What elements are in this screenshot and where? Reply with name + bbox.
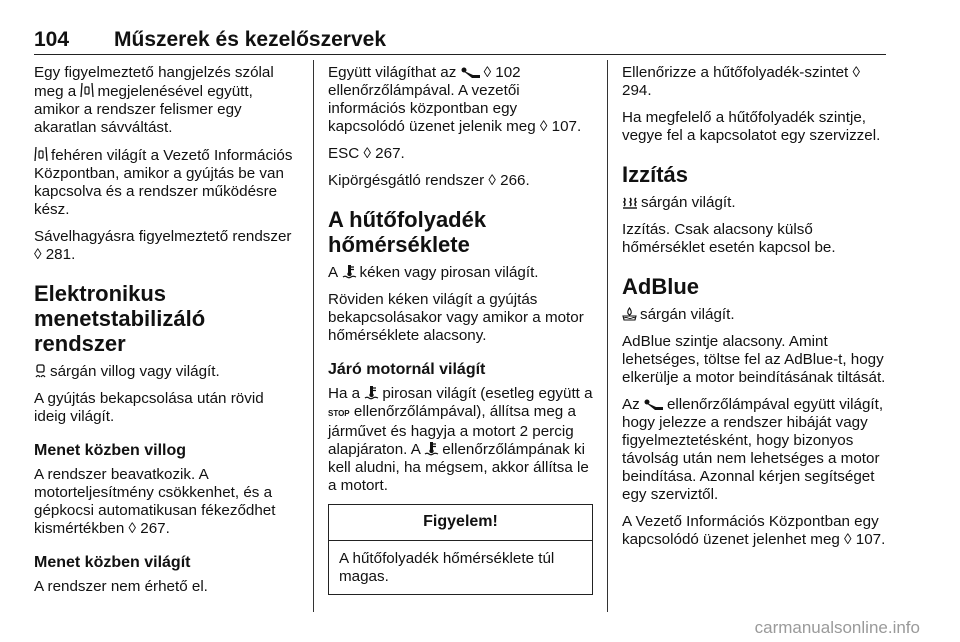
esc-heading: Elektronikus menetstabilizáló rendszer xyxy=(34,281,206,356)
lit-heading: Menet közben világít xyxy=(34,554,191,571)
coolant-heading: A hűtőfolyadék hőmérséklete xyxy=(328,207,487,257)
adblue-fault-paragraph: Az ellenőrzőlámpával együtt világít, hogy jelezze a rendszer hibáját vagy figyelmeztetésként, hogy bizonyos távolság után nem lehetséges a motor beindítása. Azonnal kérjen segítséget egy szerviztől. xyxy=(622,396,884,503)
column-3 xyxy=(622,64,888,558)
coolant-temperature-icon xyxy=(364,385,379,400)
page-number: 104 xyxy=(34,28,70,51)
preheat-lamp-paragraph: sárgán világít. xyxy=(622,194,888,212)
adblue-message-paragraph: A Vezető Információs Központban egy kapcsolódó üzenet jelenhet meg ◊ 107. xyxy=(622,513,886,548)
coolant-blue-paragraph: Röviden kéken világít a gyújtás bekapcsolásakor vagy amikor a motor hőmérséklete alacsony. xyxy=(328,291,584,344)
coolant-service-paragraph: Ha megfelelő a hűtőfolyadék szintje, vegye fel a kapcsolatot egy szervizzel. xyxy=(622,109,881,144)
glow-plug-icon xyxy=(622,196,638,209)
adblue-icon xyxy=(622,307,637,321)
traction-ref-paragraph: Kipörgésgátló rendszer ◊ 266. xyxy=(328,172,530,189)
column-divider-1 xyxy=(313,60,314,612)
preheat-heading: Izzítás xyxy=(622,162,689,187)
blink-heading: Menet közben villog xyxy=(34,442,187,459)
watermark: carmanualsonline.info xyxy=(754,618,920,637)
esc-together-paragraph: Együtt világíthat az ◊ 102 ellenőrzőlámpával. A vezetői információs központban egy kapcsolódó üzenet jelenik meg ◊ 107. xyxy=(328,64,582,135)
wrench-icon xyxy=(461,67,481,79)
adblue-heading: AdBlue xyxy=(622,274,699,299)
header-rule xyxy=(34,54,886,55)
preheat-info-paragraph: Izzítás. Csak alacsony külső hőmérséklet esetén kapcsol be. xyxy=(622,221,836,256)
lane-departure-icon xyxy=(80,82,94,98)
lane-departure-icon xyxy=(34,146,48,162)
warning-box xyxy=(328,504,593,595)
running-title: Műszerek és kezelőszervek xyxy=(114,28,387,51)
lane-warning-paragraph: Egy figyelmeztető hangjelzés szólal meg a megjelenésével együtt, amikor a rendszer felismer egy akaratlan sávváltást. xyxy=(34,64,274,136)
lane-ref-paragraph: Sávelhagyásra figyelmeztető rendszer ◊ 281. xyxy=(34,228,292,263)
column-1 xyxy=(34,64,296,605)
coolant-temperature-icon xyxy=(424,441,439,456)
column-2 xyxy=(328,64,593,595)
coolant-temperature-icon xyxy=(342,264,357,279)
esc-ignition-paragraph: A gyújtás bekapcsolása után rövid ideig világít. xyxy=(34,390,264,425)
adblue-info-paragraph: AdBlue szintje alacsony. Amint lehetséges, töltse fel az AdBlue-t, hogy elkerülje a motor beindításának tiltását. xyxy=(622,333,886,386)
running-heading: Járó motornál világít xyxy=(328,361,486,378)
stop-lamp-icon: STOP xyxy=(328,409,350,418)
warning-text: A hűtőfolyadék hőmérséklete túl magas. xyxy=(339,550,555,585)
esc-lamp-paragraph: sárgán villog vagy világít. xyxy=(34,363,296,381)
wrench-icon xyxy=(644,399,664,411)
page-header xyxy=(34,28,886,54)
running-paragraph: Ha a pirosan világít (esetleg együtt a STOP ellenőrzőlámpával), állítsa meg a járművet és hagyja a motort 2 percig alapjáraton. A ellenőrzőlámpának ki kell aludni, ha mégsem, akkor állítsa le a motort. xyxy=(328,385,593,494)
lit-paragraph: A rendszer nem érhető el. xyxy=(34,578,208,595)
warning-title: Figyelem! xyxy=(329,505,592,541)
adblue-lamp-paragraph: sárgán világít. xyxy=(622,306,888,324)
column-divider-2 xyxy=(607,60,608,612)
coolant-check-paragraph: Ellenőrizze a hűtőfolyadék-szintet ◊ 294. xyxy=(622,64,860,99)
blink-paragraph: A rendszer beavatkozik. A motorteljesítmény csökkenhet, és a gépkocsi automatikusan fékeződhet kismértékben ◊ 267. xyxy=(34,466,276,537)
coolant-lamp-paragraph: A kéken vagy pirosan világít. xyxy=(328,264,539,281)
esc-skid-icon xyxy=(34,364,47,378)
esc-ref-paragraph: ESC ◊ 267. xyxy=(328,145,405,162)
lane-info-paragraph: fehéren világít a Vezető Információs Központban, amikor a gyújtás be van kapcsolva és a rendszer működésre kész. xyxy=(34,147,293,218)
